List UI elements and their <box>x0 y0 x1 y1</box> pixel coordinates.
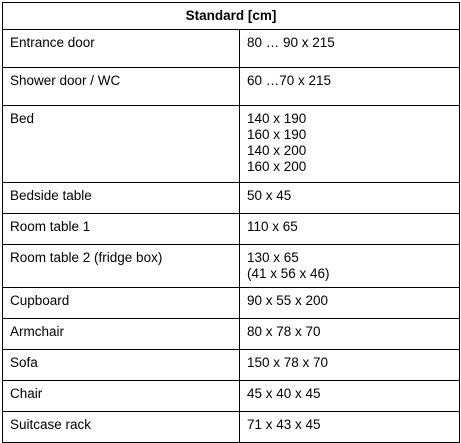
value-line: 90 x 55 x 200 <box>247 293 329 308</box>
item-cell: Entrance door <box>3 30 240 68</box>
value-cell <box>240 106 460 183</box>
value-cell <box>240 288 460 319</box>
value-line: 160 x 200 <box>247 159 307 174</box>
table-row <box>3 381 460 412</box>
value-cell <box>240 381 460 412</box>
value-cell <box>240 214 460 245</box>
value-line: 80 … 90 x 215 <box>247 35 335 50</box>
table-row <box>3 319 460 350</box>
dimensions-table <box>2 2 460 443</box>
table-header: Standard [cm] <box>3 3 460 30</box>
item-cell: Bed <box>3 106 240 183</box>
table-row <box>3 106 460 183</box>
value-line: 71 x 43 x 45 <box>247 417 321 432</box>
table-row <box>3 288 460 319</box>
table-row <box>3 412 460 443</box>
value-cell <box>240 183 460 214</box>
item-cell: Suitcase rack <box>3 412 240 443</box>
value-line: (41 x 56 x 46) <box>247 266 330 281</box>
item-cell: Shower door / WC <box>3 68 240 106</box>
item-cell: Room table 1 <box>3 214 240 245</box>
value-cell <box>240 319 460 350</box>
table-row <box>3 350 460 381</box>
value-cell <box>240 350 460 381</box>
table-row <box>3 183 460 214</box>
value-line: 80 x 78 x 70 <box>247 324 321 339</box>
value-line: 130 x 65 <box>247 250 299 265</box>
item-cell: Sofa <box>3 350 240 381</box>
item-cell: Chair <box>3 381 240 412</box>
item-cell: Cupboard <box>3 288 240 319</box>
value-cell <box>240 245 460 288</box>
table-row <box>3 68 460 106</box>
value-line: 140 x 190 <box>247 111 307 126</box>
value-line: 160 x 190 <box>247 127 307 142</box>
value-line: 45 x 40 x 45 <box>247 386 321 401</box>
value-line: 110 x 65 <box>247 219 298 234</box>
table-row <box>3 30 460 68</box>
item-cell: Bedside table <box>3 183 240 214</box>
table-header-row <box>3 3 460 30</box>
item-cell: Room table 2 (fridge box) <box>3 245 240 288</box>
value-line: 140 x 200 <box>247 143 307 158</box>
table-row <box>3 245 460 288</box>
value-cell <box>240 30 460 68</box>
value-cell <box>240 412 460 443</box>
table-row <box>3 214 460 245</box>
item-cell: Armchair <box>3 319 240 350</box>
value-cell <box>240 68 460 106</box>
value-line: 150 x 78 x 70 <box>247 355 329 370</box>
value-line: 60 …70 x 215 <box>247 73 332 88</box>
value-line: 50 x 45 <box>247 188 292 203</box>
